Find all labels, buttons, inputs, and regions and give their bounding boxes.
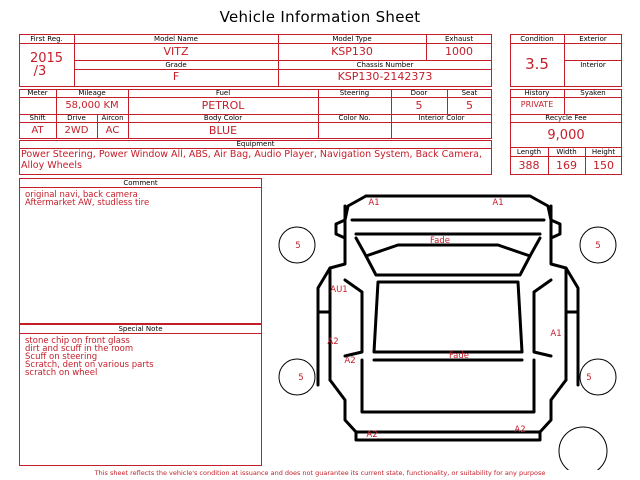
syaken-label: Syaken <box>580 89 606 97</box>
height-label: Height <box>591 148 616 156</box>
drive-label: Drive <box>67 114 86 122</box>
model-type-label: Model Type <box>332 35 372 43</box>
diagram-mark: Fade <box>430 236 450 246</box>
recycle-fee-label: Recycle Fee <box>545 114 587 122</box>
comment-line: original navi, back camera <box>25 190 138 200</box>
fuel-value: PETROL <box>201 99 245 112</box>
divider <box>19 187 262 188</box>
diagram-mark: 5 <box>595 241 601 251</box>
history-label: History <box>524 89 550 97</box>
equipment-label: Equipment <box>236 140 275 148</box>
grade-label: Grade <box>165 61 187 69</box>
body-color-value: BLUE <box>208 124 238 137</box>
first-reg-month: /3 <box>33 64 47 79</box>
history-value: PRIVATE <box>520 100 554 109</box>
first-reg-label: First Reg. <box>30 35 63 43</box>
divider <box>19 43 74 44</box>
diagram-mark: A1 <box>492 198 504 208</box>
color-no-label: Color No. <box>338 114 371 122</box>
divider <box>19 97 492 98</box>
diagram-mark: A2 <box>344 356 356 366</box>
special-note-line: Scuff on steering <box>25 352 98 362</box>
door-value: 5 <box>415 99 423 112</box>
seat-value: 5 <box>466 99 473 112</box>
diagram-mark: A2 <box>366 430 378 440</box>
model-type-value: KSP130 <box>331 45 373 58</box>
drive-value: 2WD <box>64 125 89 136</box>
diagram-mark: A2 <box>327 337 339 347</box>
aircon-value: AC <box>105 125 120 136</box>
meter-label: Meter <box>27 89 48 97</box>
shift-value: AT <box>31 125 44 136</box>
comment-label: Comment <box>123 179 158 187</box>
divider <box>510 156 622 157</box>
seat-label: Seat <box>461 89 478 97</box>
diagram-mark: A1 <box>368 198 380 208</box>
length-label: Length <box>516 148 542 156</box>
footer-disclaimer: This sheet reflects the vehicle's condition at issuance and does not guarantee its current state, functionality, or suitability for any purpose <box>94 469 546 477</box>
aircon-label: Aircon <box>101 114 124 122</box>
model-name-value: VITZ <box>163 45 189 58</box>
divider <box>510 97 622 98</box>
condition-score: 3.5 <box>525 55 549 73</box>
diagram-mark: Fade <box>449 351 469 361</box>
divider <box>510 43 622 44</box>
recycle-fee-value: 9,000 <box>547 128 585 143</box>
sheet-title: Vehicle Information Sheet <box>219 8 421 26</box>
equipment-text: Power Steering, Power Window All, ABS, Air Bag, Audio Player, Navigation System, Back Camera, Alloy Wheels <box>21 149 482 171</box>
diagram-mark: A2 <box>514 425 526 435</box>
special-note-line: stone chip on front glass <box>25 336 130 346</box>
length-value: 388 <box>518 159 540 172</box>
fuel-label: Fuel <box>215 89 231 97</box>
divider <box>74 43 492 44</box>
width-label: Width <box>556 148 577 156</box>
diagram-mark: 5 <box>295 241 301 251</box>
chassis-value: KSP130-2142373 <box>337 70 433 83</box>
chassis-label: Chassis Number <box>356 61 414 69</box>
diagram-mark: 5 <box>298 373 304 383</box>
diagram-mark: AU1 <box>330 285 348 295</box>
comment-line: Aftermarket AW, studless tire <box>25 198 150 208</box>
diagram-mark: A1 <box>550 329 562 339</box>
height-value: 150 <box>593 159 614 172</box>
condition-label: Condition <box>520 35 554 43</box>
interior-color-label: Interior Color <box>418 114 465 122</box>
special-note-line: dirt and scuff in the room <box>25 344 134 354</box>
mileage-value: 58,000 KM <box>65 100 119 111</box>
mileage-label: Mileage <box>78 89 106 97</box>
interior-label: Interior <box>580 61 606 69</box>
special-note-line: Scratch, dent on various parts <box>25 360 154 370</box>
divider <box>19 333 262 334</box>
model-name-label: Model Name <box>154 35 198 43</box>
exhaust-value: 1000 <box>445 45 473 58</box>
steering-label: Steering <box>339 89 370 97</box>
first-reg-year: 2015 <box>29 51 64 66</box>
divider <box>510 122 622 123</box>
car-damage-diagram <box>264 176 640 470</box>
divider <box>19 122 492 123</box>
body-color-label: Body Color <box>203 114 243 122</box>
width-value: 169 <box>556 159 577 172</box>
door-label: Door <box>410 89 428 97</box>
exhaust-label: Exhaust <box>444 35 474 43</box>
diagram-mark: 5 <box>586 373 592 383</box>
special-note-line: scratch on wheel <box>25 368 98 378</box>
special-note-label: Special Note <box>118 325 163 333</box>
shift-label: Shift <box>29 114 46 122</box>
exterior-label: Exterior <box>579 35 607 43</box>
grade-value: F <box>172 70 180 83</box>
